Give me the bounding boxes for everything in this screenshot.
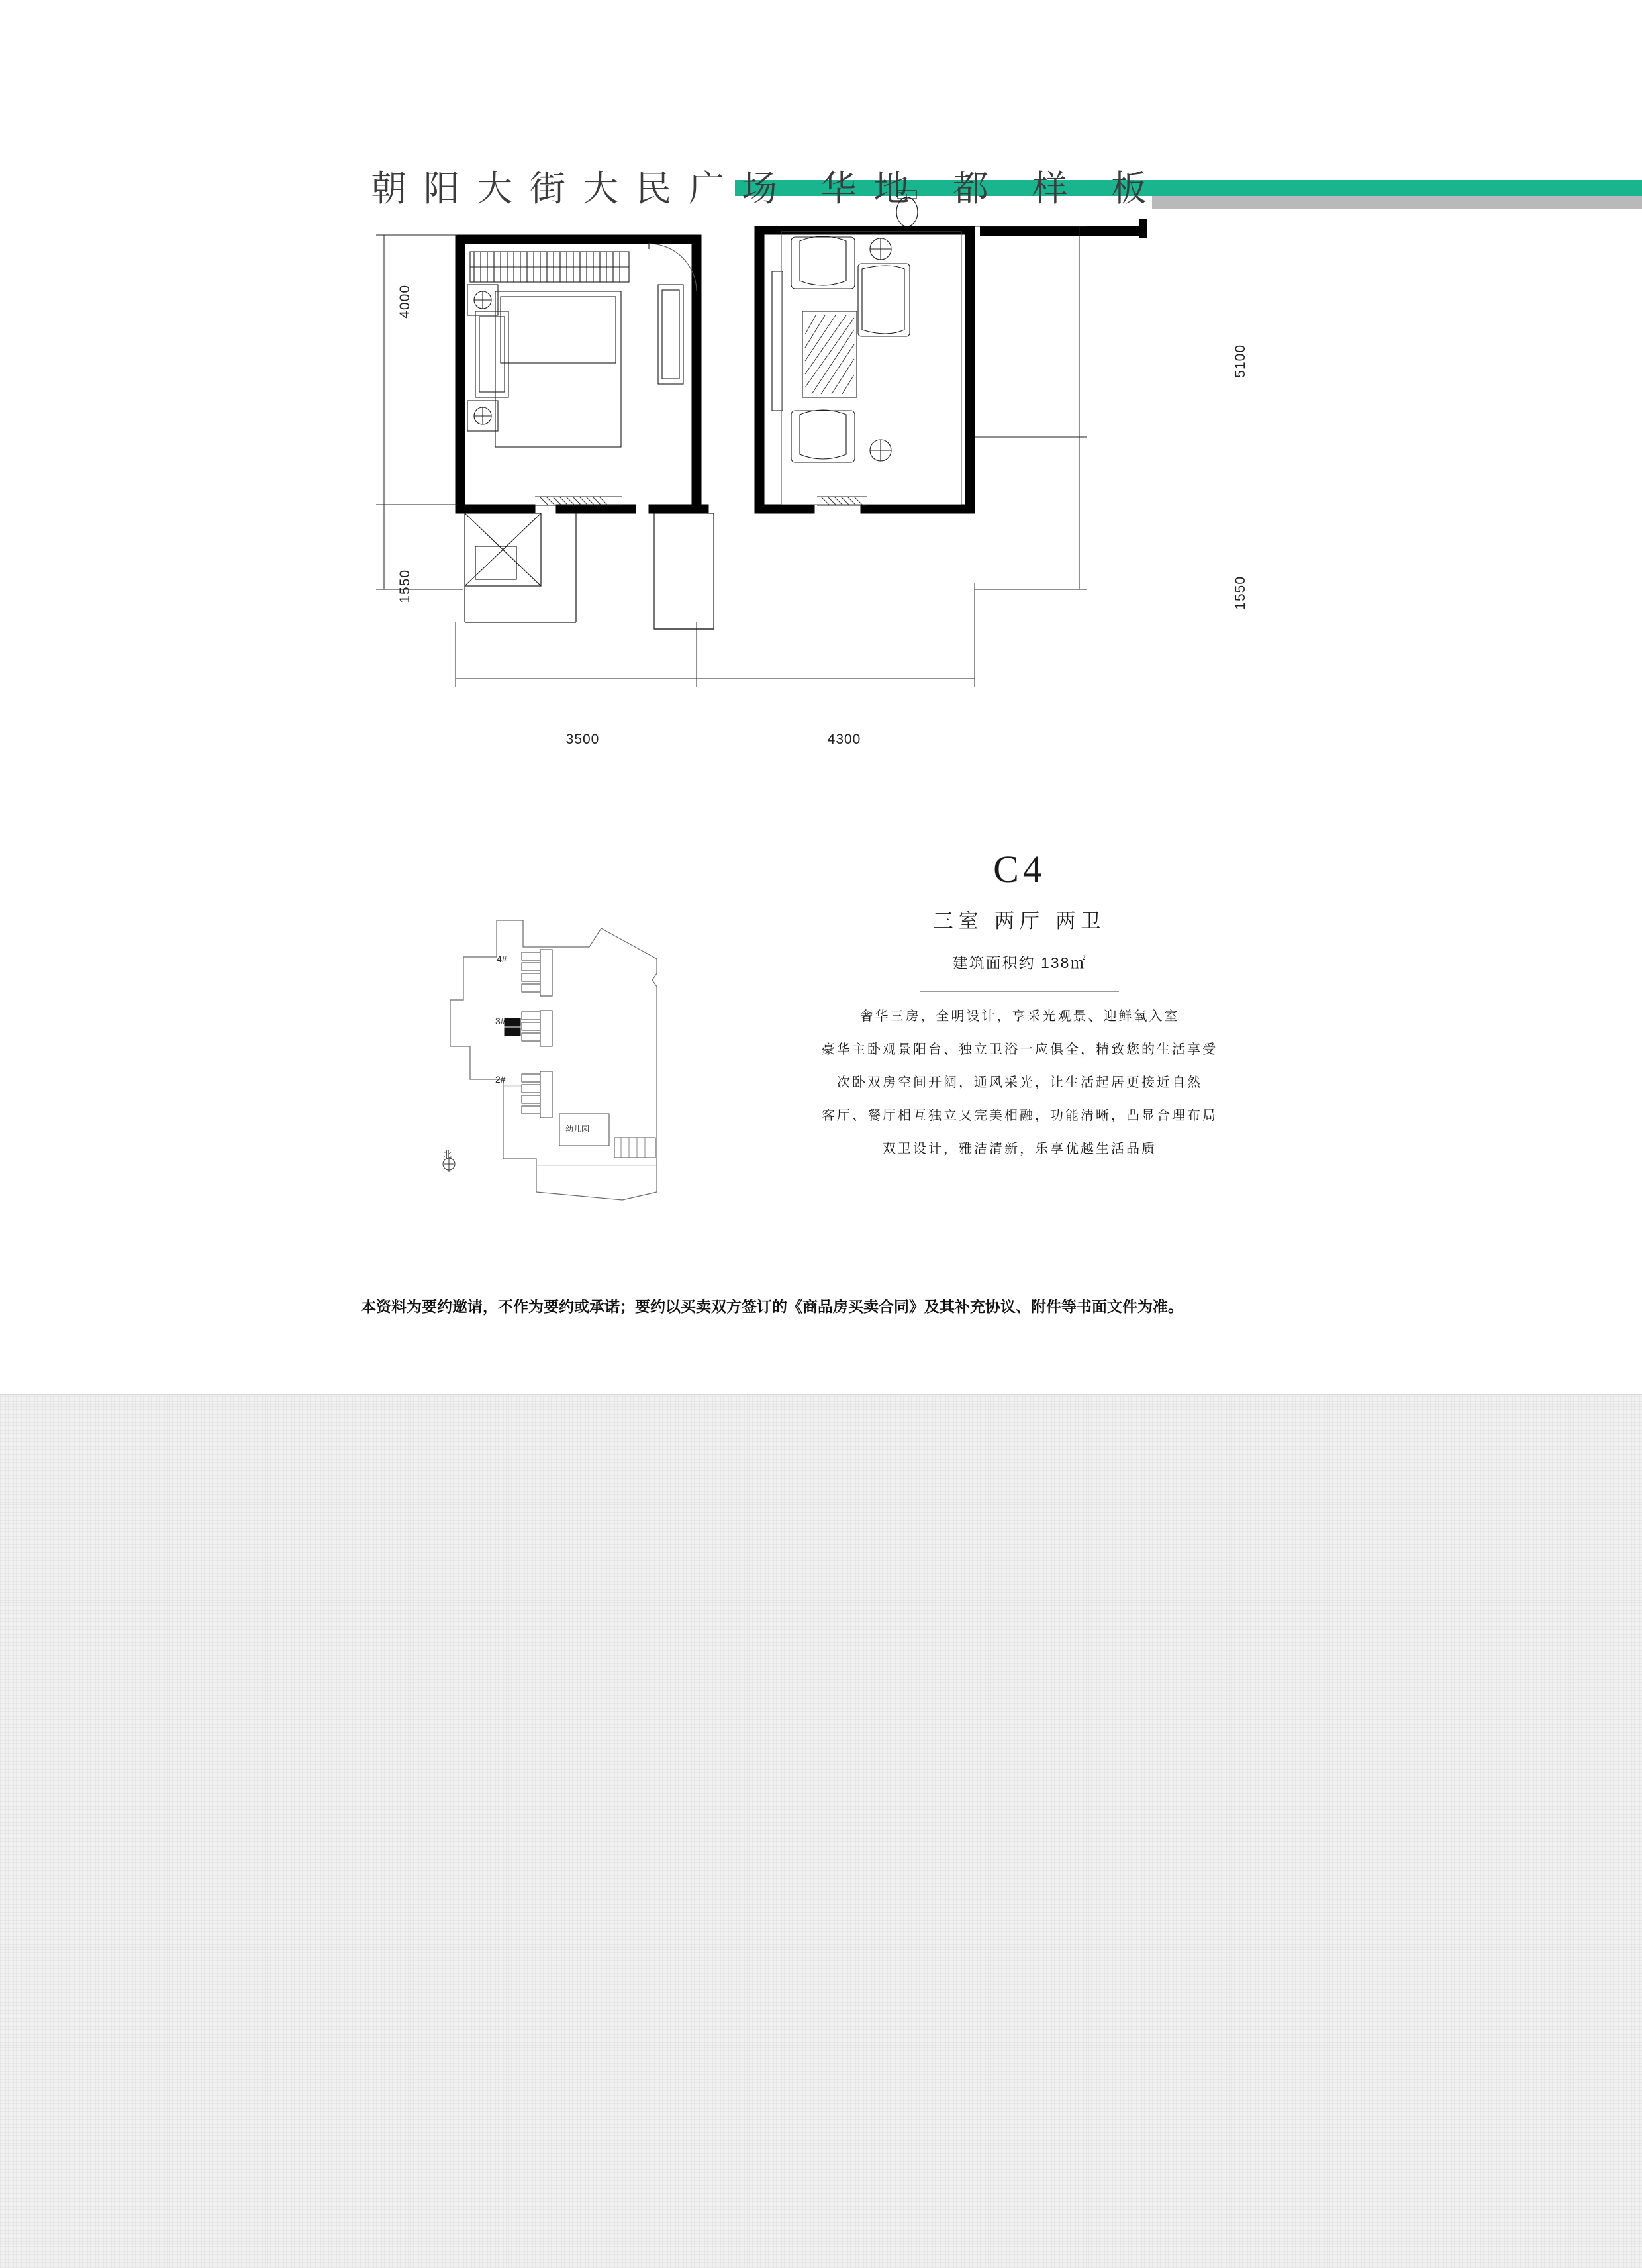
plan-info-block xyxy=(781,848,1258,1158)
dimension-left-4000: 4000 xyxy=(397,285,412,319)
page-title: 朝阳大街大民广场 华地 都 样 板 xyxy=(371,169,1164,209)
dimension-left-1550: 1550 xyxy=(397,569,412,603)
dimension-bottom-3500: 3500 xyxy=(565,732,600,747)
site-label-building-3: 3# xyxy=(495,1016,506,1026)
feature-line: 双卫设计，雅洁清新，乐享优越生活品质 xyxy=(883,1142,1157,1156)
site-map xyxy=(424,881,702,1225)
info-divider xyxy=(920,991,1119,992)
compass-north-label: 北 xyxy=(444,1150,452,1159)
site-label-building-2: 2# xyxy=(495,1074,506,1085)
dimension-bottom-4300: 4300 xyxy=(827,732,861,747)
plan-area: 建筑面积约 138㎡ xyxy=(952,954,1087,971)
dimension-right-5100: 5100 xyxy=(1233,344,1248,378)
feature-line: 奢华三房，全明设计，享采光观景、迎鲜氧入室 xyxy=(859,1009,1180,1024)
site-label-kindergarten: 幼儿园 xyxy=(565,1124,590,1134)
page-background-lower xyxy=(0,1394,1642,2268)
plan-code: C4 xyxy=(993,848,1046,891)
feature-line: 客厅、餐厅相互独立又完美相融，功能清晰，凸显合理布局 xyxy=(822,1109,1218,1123)
dimension-right-1550: 1550 xyxy=(1233,576,1248,610)
plan-room-config: 三室 两厅 两卫 xyxy=(933,911,1106,932)
feature-line: 豪华主卧观景阳台、独立卫浴一应俱全，精致您的生活享受 xyxy=(822,1042,1218,1057)
feature-line: 次卧双房空间开阔，通风采光，让生活起居更接近自然 xyxy=(837,1075,1202,1090)
site-label-building-4: 4# xyxy=(497,954,507,964)
floor-plan-drawing xyxy=(358,185,1298,781)
disclaimer-text: 本资料为要约邀请，不作为要约或承诺；要约以买卖双方签订的《商品房买卖合同》及其补充协议、附件等书面文件为准。 xyxy=(361,1298,1183,1315)
